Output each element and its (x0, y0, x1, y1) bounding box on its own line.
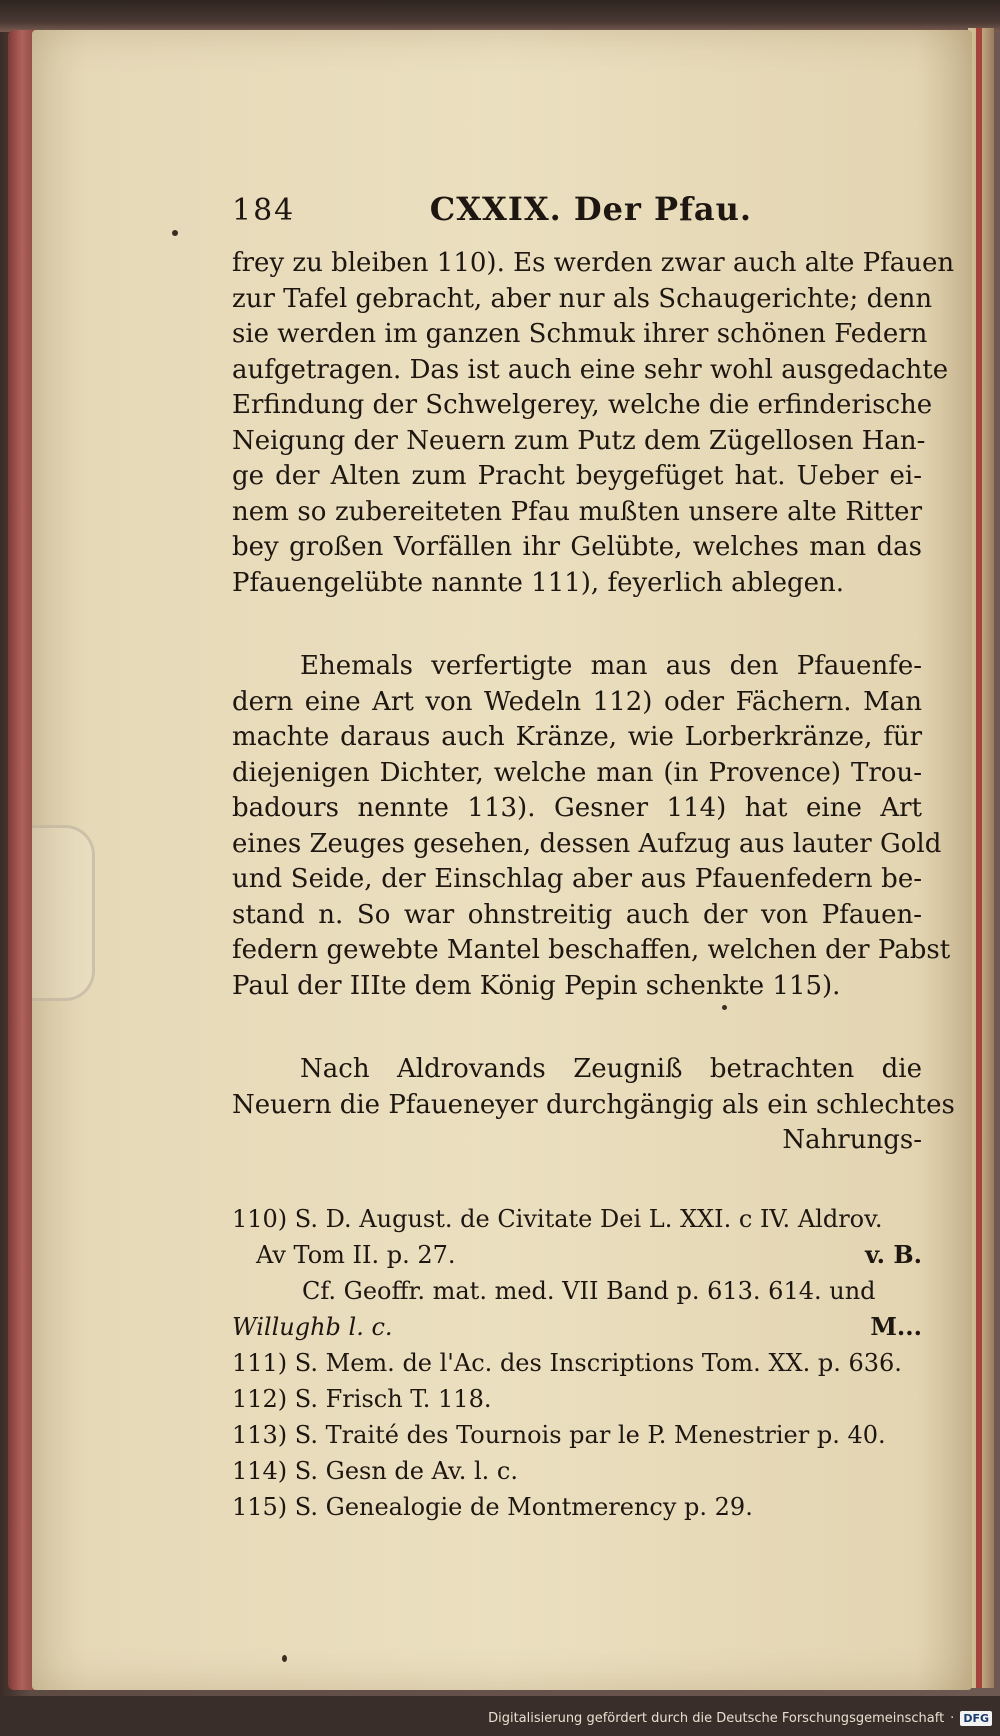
footnote-110-cont: Willughb l. c. M... (232, 1311, 922, 1341)
text-line: bey großen Vorfällen ihr Gelübte, welches man das (232, 532, 922, 562)
ink-spot (172, 230, 178, 236)
text-line: und Seide, der Einschlag aber aus Pfauenfedern be- (232, 864, 922, 894)
page-header (232, 190, 752, 228)
text-line: Pfauengelübte nannte 111), feyerlich ablegen. (232, 567, 845, 598)
ink-spot (282, 1655, 287, 1662)
text-line: Neigung der Neuern zum Putz dem Zügellosen Han- (232, 425, 926, 456)
paragraph-1 (232, 246, 955, 601)
book-page (32, 30, 972, 1690)
footnote-112: 112) S. Frisch T. 118. (232, 1384, 492, 1413)
footnotes (232, 1201, 922, 1525)
footnote-113: 113) S. Traité des Tournois par le P. Menestrier p. 40. (232, 1420, 886, 1449)
text-line: stand n. So war ohnstreitig auch der von Pfauen- (232, 899, 922, 930)
text-line: federn gewebte Mantel beschaffen, welchen der Pabst (232, 935, 951, 965)
text-line: eines Zeuges gesehen, dessen Aufzug aus lauter Gold (232, 828, 942, 859)
footnote-110-cont: Av Tom II. p. 27. v. B. (256, 1239, 922, 1269)
text-line: dern eine Art von Wedeln 112) oder Fächern. Man (232, 686, 922, 717)
text-line: aufgetragen. Das ist auch eine sehr wohl ausgedachte (232, 354, 949, 385)
footnote-114: 114) S. Gesn de Av. l. c. (232, 1456, 518, 1485)
running-title: CXXIX. Der Pfau. (429, 190, 752, 228)
catchword: Nahrungs- (782, 1125, 922, 1155)
credit-text: Digitalisierung gefördert durch die Deutsche Forschungsgemeinschaft (488, 1711, 945, 1726)
paragraph-2 (232, 649, 951, 1004)
text-line: Neuern die Pfaueneyer durchgängig als ein schlechtes (232, 1089, 955, 1120)
page-number: 184 (232, 193, 296, 228)
book-cover-top (0, 0, 1000, 32)
text-line: Ehemals verfertigte man aus den Pfauenfe- (300, 651, 922, 681)
dfg-logo: DFG (960, 1711, 992, 1726)
text-line: badours nennte 113). Gesner 114) hat eine Art (232, 793, 922, 823)
paragraph-3 (232, 1052, 955, 1159)
footnote-115: 115) S. Genealogie de Montmerency p. 29. (232, 1492, 753, 1521)
text-line: Paul der IIIte dem König Pepin schenkte 115). (232, 970, 841, 1001)
text-line: frey zu bleiben 110). Es werden zwar auch alte Pfauen (232, 248, 955, 278)
digitization-credit: Digitalisierung gefördert durch die Deutsche Forschungsgemeinschaft · DFG (488, 1711, 992, 1726)
footnote-110: 110) S. D. August. de Civitate Dei L. XXI. c IV. Aldrov. (232, 1204, 883, 1233)
text-line: nem so zubereiteten Pfau mußten unsere alte Ritter (232, 496, 922, 527)
footnote-110-cont: Cf. Geoffr. mat. med. VII Band p. 613. 614. und (302, 1276, 876, 1305)
text-line: diejenigen Dichter, welche man (in Provence) Trou- (232, 757, 922, 788)
page-clip (32, 825, 95, 1001)
text-line: Nach Aldrovands Zeugniß betrachten die (300, 1054, 922, 1084)
page-content (232, 190, 955, 1525)
text-line: zur Tafel gebracht, aber nur als Schaugerichte; denn (232, 283, 933, 314)
footnote-111: 111) S. Mem. de l'Ac. des Inscriptions Tom. XX. p. 636. (232, 1348, 902, 1377)
text-line: sie werden im ganzen Schmuk ihrer schönen Federn (232, 319, 928, 349)
text-line: ge der Alten zum Pracht beygefüget hat. Ueber ei- (232, 461, 922, 491)
text-line: machte daraus auch Kränze, wie Lorberkränze, für (232, 722, 922, 752)
text-line: Erfindung der Schwelgerey, welche die erfinderische (232, 390, 933, 420)
